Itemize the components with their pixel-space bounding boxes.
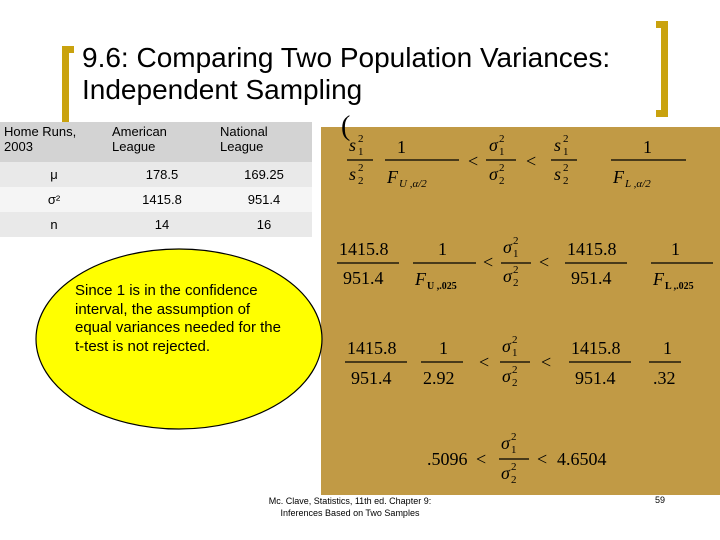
f2-sigsub1: 1 xyxy=(513,248,519,260)
f1-s1: s xyxy=(349,135,357,155)
f1-sub1b: 1 xyxy=(563,146,569,158)
row-label: n xyxy=(0,212,108,237)
f2-FL: L ,.025 xyxy=(665,281,694,292)
f1-sub2: 2 xyxy=(358,175,364,187)
header-american: American League xyxy=(108,122,216,162)
header-national: National League xyxy=(216,122,312,162)
f4-sigsq1: 2 xyxy=(511,431,517,443)
f1-sigsub2: 2 xyxy=(499,175,505,187)
table-row xyxy=(0,212,312,237)
f3-32: .32 xyxy=(653,368,676,388)
f2-sigsq2: 2 xyxy=(513,264,519,276)
f1-sigma2: σ xyxy=(489,164,498,184)
cell-national: 951.4 xyxy=(216,187,312,212)
f3-sigma2: σ xyxy=(502,366,511,386)
formula-panel xyxy=(321,111,720,495)
f1-F: F xyxy=(387,167,398,187)
table-header-row xyxy=(0,122,312,162)
slide-title: 9.6: Comparing Two Population Variances: Independent Sampling xyxy=(82,42,611,105)
f3-sigsub1: 1 xyxy=(512,347,518,359)
cell-american: 178.5 xyxy=(108,162,216,187)
f1-one-b: 1 xyxy=(643,137,652,157)
formula-general xyxy=(341,111,686,190)
paren: ( xyxy=(341,111,351,142)
f1-lt2: < xyxy=(526,151,537,171)
f3-one-b: 1 xyxy=(663,338,672,358)
footer xyxy=(250,495,450,519)
f4-sigma2: σ xyxy=(501,463,510,483)
f4-sigsub2: 2 xyxy=(511,474,517,486)
f2-lt2: < xyxy=(539,252,550,272)
f1-sq1: 2 xyxy=(358,133,364,145)
f2-num-b: 1415.8 xyxy=(567,239,617,259)
title-bracket-right xyxy=(656,21,668,117)
f2-F: F xyxy=(415,269,426,289)
f3-den: 951.4 xyxy=(351,368,392,388)
f3-den-b: 951.4 xyxy=(575,368,616,388)
f1-s1b: s xyxy=(554,135,562,155)
f2-den: 951.4 xyxy=(343,268,384,288)
f2-sigsq1: 2 xyxy=(513,235,519,247)
f1-sub2b: 2 xyxy=(563,175,569,187)
f3-lt2: < xyxy=(541,352,552,372)
row-label: σ² xyxy=(0,187,108,212)
formula-numeric xyxy=(337,235,713,292)
f3-sigsub2: 2 xyxy=(512,377,518,389)
cell-national: 169.25 xyxy=(216,162,312,187)
f1-lt1: < xyxy=(468,151,479,171)
f1-FU-sub: U ,α/2 xyxy=(399,178,427,190)
f1-sq2: 2 xyxy=(358,162,364,174)
f2-sigma2: σ xyxy=(503,266,512,286)
f1-F-b: F xyxy=(613,167,624,187)
f2-sigsub2: 2 xyxy=(513,277,519,289)
formula-svg xyxy=(321,111,720,495)
f1-FL-sub: L ,α/2 xyxy=(625,178,651,190)
f2-FU: U ,.025 xyxy=(427,281,457,292)
cell-american: 14 xyxy=(108,212,216,237)
f3-lt1: < xyxy=(479,352,490,372)
table-row xyxy=(0,162,312,187)
footer-line-1: Mc. Clave, Statistics, 11th ed. Chapter 9: xyxy=(268,496,432,506)
f2-num: 1415.8 xyxy=(339,239,389,259)
formula-evaluated xyxy=(345,334,681,389)
f2-den-b: 951.4 xyxy=(571,268,612,288)
f4-sigma1: σ xyxy=(501,433,510,453)
footer-line-2: Inferences Based on Two Samples xyxy=(280,508,420,518)
f3-sigsq1: 2 xyxy=(512,334,518,346)
page-number: 59 xyxy=(655,495,666,505)
cell-national: 16 xyxy=(216,212,312,237)
f4-lt2: < xyxy=(537,449,548,469)
f2-one-b: 1 xyxy=(671,239,680,259)
f2-sigma1: σ xyxy=(503,237,512,257)
f3-sigma1: σ xyxy=(502,336,511,356)
f1-sigma1: σ xyxy=(489,135,498,155)
row-label: μ xyxy=(0,162,108,187)
table-row xyxy=(0,187,312,212)
f3-sigsq2: 2 xyxy=(512,364,518,376)
f1-sq2b: 2 xyxy=(563,162,569,174)
stats-table xyxy=(0,122,312,237)
f1-sigsub1: 1 xyxy=(499,146,505,158)
cell-american: 1415.8 xyxy=(108,187,216,212)
f1-sigsq1: 2 xyxy=(499,133,505,145)
title-block xyxy=(62,38,682,113)
f1-one: 1 xyxy=(397,137,406,157)
f3-one: 1 xyxy=(439,338,448,358)
f1-sq1b: 2 xyxy=(563,133,569,145)
f1-sub1: 1 xyxy=(358,146,364,158)
f1-sigsq2: 2 xyxy=(499,162,505,174)
f4-upper: 4.6504 xyxy=(557,449,607,469)
f3-num-b: 1415.8 xyxy=(571,338,621,358)
header-home-runs: Home Runs, 2003 xyxy=(0,122,108,162)
callout-text: Since 1 is in the confidence interval, the assumption of equal variances needed for the t-test is not rejected. xyxy=(75,282,281,355)
f4-sigsq2: 2 xyxy=(511,461,517,473)
formula-result xyxy=(427,431,607,486)
f4-lower: .5096 xyxy=(427,449,468,469)
f2-one: 1 xyxy=(438,239,447,259)
f2-lt1: < xyxy=(483,252,494,272)
f3-292: 2.92 xyxy=(423,368,455,388)
callout xyxy=(33,246,333,432)
f4-sigsub1: 1 xyxy=(511,444,517,456)
f2-F-b: F xyxy=(653,269,664,289)
f1-s2: s xyxy=(349,164,357,184)
f4-lt1: < xyxy=(476,449,487,469)
f3-num: 1415.8 xyxy=(347,338,397,358)
f1-s2b: s xyxy=(554,164,562,184)
